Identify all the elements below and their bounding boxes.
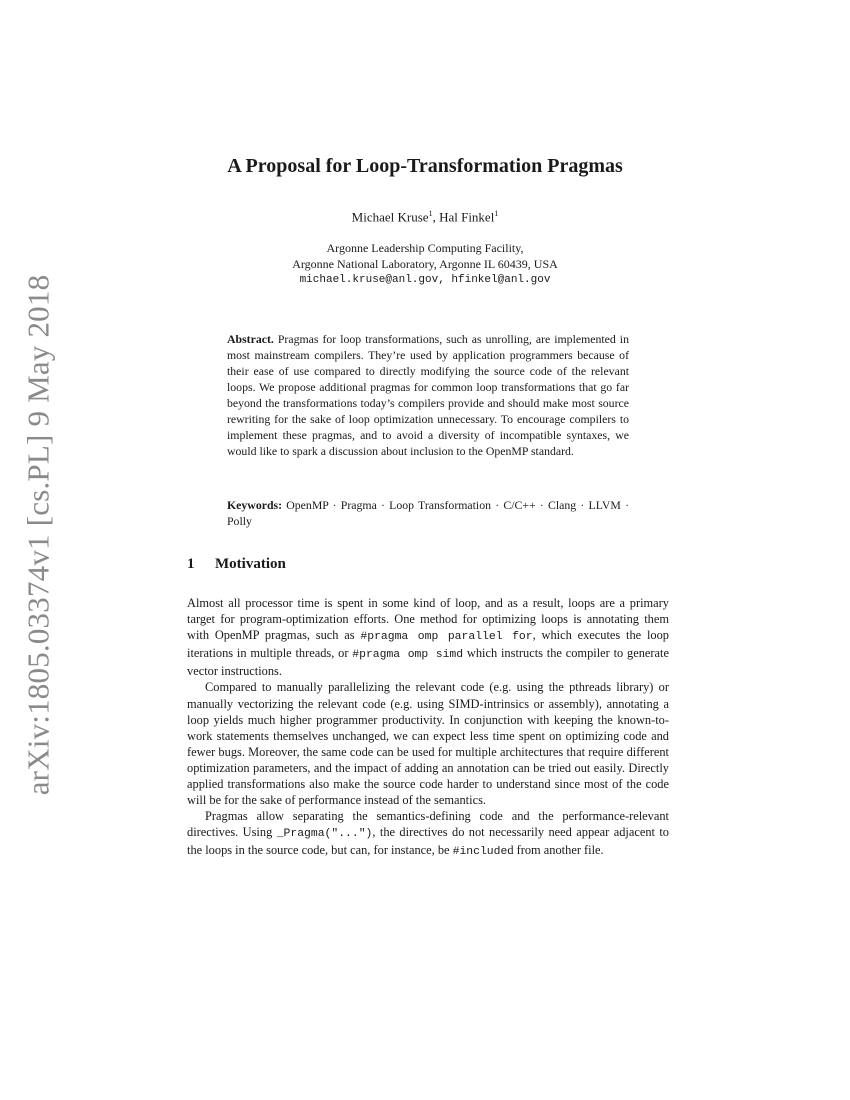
author-name: Hal Finkel	[439, 209, 495, 225]
section-heading	[187, 556, 286, 573]
paragraph-text: which instructs the compiler to generate vector instructions.	[187, 646, 669, 679]
paragraph-text: d from another file.	[507, 843, 604, 858]
keywords	[227, 497, 629, 529]
abstract-label: Abstract.	[227, 332, 274, 346]
abstract-text: Pragmas for loop transformations, such as unrolling, are implemented in most mainstream compilers. They’re used by application programmers because of their ease of use compared to directly modifying the source code of the relevant loops. We propose additional pragmas for common loop transformations that go far beyond the transformations today’s compilers provide and should make most source rewriting for the sake of loop optimization unnecessary. To encourage compilers to implement these pragmas, and to avoid a diversity of incompatible syntaxes, we would like to spark a discussion about inclusion to the OpenMP standard.	[227, 332, 629, 458]
author-emails: michael.kruse@anl.gov, hfinkel@anl.gov	[299, 274, 551, 286]
affiliation-line: Argonne National Laboratory, Argonne IL 60439, USA	[292, 257, 558, 271]
paragraph	[187, 808, 669, 860]
affiliation-mark: 1	[428, 209, 433, 218]
keywords-label: Keywords:	[227, 498, 283, 512]
paper-title: A Proposal for Loop-Transformation Pragmas	[227, 155, 623, 177]
inline-code: #include	[452, 846, 508, 859]
author-separator: ,	[432, 209, 440, 225]
paragraph	[187, 595, 669, 679]
inline-code: #pragma omp simd	[352, 649, 464, 662]
affiliation-mark: 1	[494, 209, 499, 218]
paragraph-text: , the directives do not necessarily need appear adjacent to the loops in the source code, but can, for instance, be	[187, 825, 670, 858]
author-list	[0, 209, 850, 225]
paragraph-text: , which executes the loop iterations in multiple threads, or	[187, 628, 669, 661]
abstract	[227, 331, 629, 459]
affiliation-line: Argonne Leadership Computing Facility,	[326, 241, 524, 255]
inline-code: _Pragma("...")	[276, 828, 373, 841]
inline-code: #pragma omp parallel for	[360, 631, 533, 644]
section-number: 1	[187, 556, 195, 572]
section-title: Motivation	[215, 556, 286, 572]
paragraph-text: Pragmas allow separating the semantics-defining code and the performance-relevant directives. Using	[187, 809, 669, 840]
section-body	[187, 595, 669, 861]
author-name: Michael Kruse	[351, 209, 429, 225]
paragraph-text: Almost all processor time is spent in some kind of loop, and as a result, loops are a primary target for program-optimization efforts. One method for optimizing loops is annotating them with OpenMP pragmas, such as	[187, 596, 669, 643]
arxiv-stamp	[18, 274, 58, 796]
arxiv-identifier: arXiv:1805.03374v1 [cs.PL] 9 May 2018	[20, 274, 56, 796]
paragraph: Compared to manually parallelizing the relevant code (e.g. using the pthreads library) or manually vectorizing the relevant code (e.g. using SIMD-intrinsics or assembly), annotating a loop yields much higher programmer productivity. In conjunction with keeping the known-to-work statements themselves unchanged, we can expect less time spent on optimizing code and fewer bugs. Moreover, the same code can be used for multiple architectures that require different optimization parameters, and the impact of adding an annotation can be tried out easily. Directly applied transformations also make the source code harder to understand since most of the code will be for the sake of performance instead of the semantics.	[187, 680, 669, 808]
affiliation-block	[0, 240, 850, 288]
keywords-text: OpenMP · Pragma · Loop Transformation · C/C++ · Clang · LLVM · Polly	[227, 498, 630, 528]
